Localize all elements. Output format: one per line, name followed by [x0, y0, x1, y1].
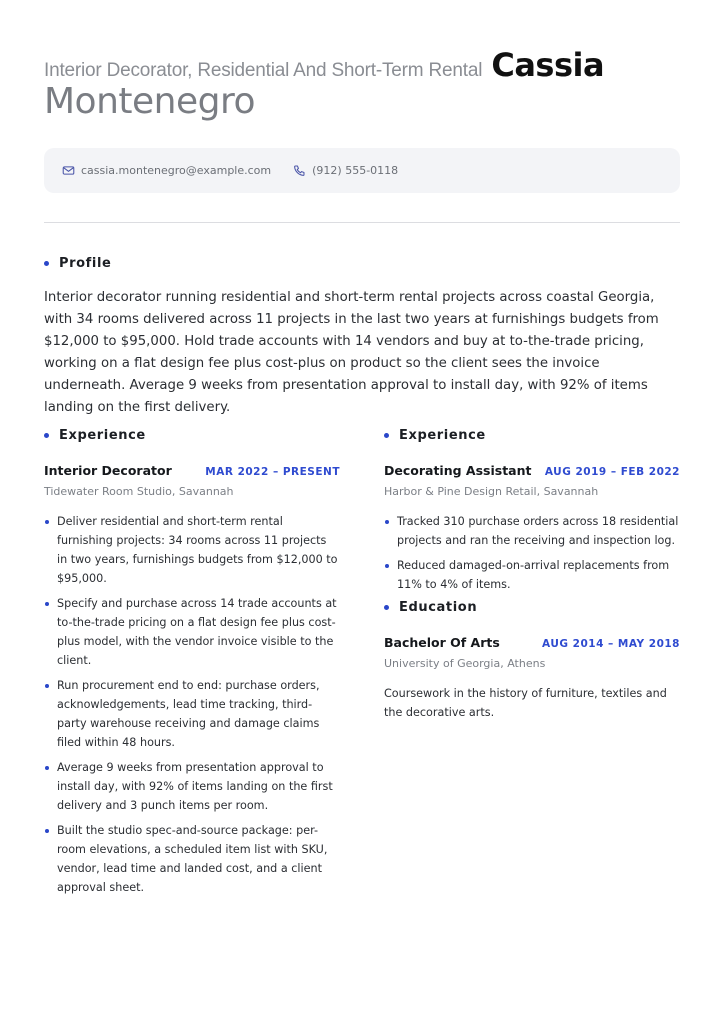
list-item: Built the studio spec-and-source package: per-room elevations, a scheduled item list with SKU, vendor, lead time and landed cost, and a client approval sheet. — [44, 821, 340, 897]
list-item: Tracked 310 purchase orders across 18 residential projects and ran the receiving and inspection log. — [384, 512, 680, 550]
job-header — [44, 463, 340, 478]
education-title: Education — [399, 600, 478, 615]
mail-icon — [62, 164, 75, 177]
school — [384, 657, 680, 670]
job-dates: AUG 2019 – FEB 2022 — [544, 466, 680, 478]
profile-heading — [44, 256, 684, 271]
job-bullets — [44, 512, 340, 897]
resume-header — [44, 46, 684, 122]
contact-bar — [44, 148, 680, 193]
company-name: Tidewater Room Studio — [44, 485, 172, 498]
school-name: University of Georgia — [384, 657, 501, 670]
job-dates: MAR 2022 – PRESENT — [205, 466, 340, 478]
bullet-dot-icon — [44, 433, 49, 438]
education-dates: AUG 2014 – MAY 2018 — [542, 638, 680, 650]
profile-section — [44, 256, 684, 419]
education-header — [384, 635, 680, 650]
education-heading — [384, 600, 680, 615]
job-header — [384, 463, 680, 478]
bullet-dot-icon — [384, 605, 389, 610]
bullet-dot-icon — [44, 261, 49, 266]
company-location: , Savannah — [536, 485, 599, 498]
job-organization — [44, 485, 340, 498]
header-divider — [44, 222, 680, 223]
last-name: Montenegro — [44, 81, 256, 122]
company-name: Harbor & Pine Design Retail — [384, 485, 537, 498]
job-organization — [384, 485, 680, 498]
phone-icon — [293, 164, 306, 177]
job-role-heading: Interior Decorator, Residential And Short-Term Rental — [44, 60, 483, 81]
list-item: Specify and purchase across 14 trade accounts at to-the-trade pricing on a flat design fee plus cost-plus model, with the vendor invoice visible to the client. — [44, 594, 340, 670]
phone-text: (912) 555-0118 — [312, 164, 399, 177]
education-description: Coursework in the history of furniture, textiles and the decorative arts. — [384, 687, 667, 719]
experience-right-column — [384, 428, 680, 722]
experience-heading — [44, 428, 340, 443]
contact-email[interactable] — [62, 164, 271, 177]
experience-heading — [384, 428, 680, 443]
job-bullets — [384, 512, 680, 594]
list-item: Average 9 weeks from presentation approval to install day, with 92% of items landing on the first delivery and 3 punch items per room. — [44, 758, 340, 815]
email-text: cassia.montenegro@example.com — [81, 164, 272, 177]
experience-title: Experience — [399, 428, 486, 443]
list-item: Reduced damaged-on-arrival replacements from 11% to 4% of items. — [384, 556, 680, 594]
experience-title: Experience — [59, 428, 146, 443]
contact-phone[interactable] — [293, 164, 398, 177]
list-item: Run procurement end to end: purchase orders, acknowledgements, lead time tracking, third-party warehouse receiving and damage claims filed within 48 hours. — [44, 676, 340, 752]
bullet-dot-icon — [384, 433, 389, 438]
school-location: , Athens — [500, 657, 546, 670]
list-item: Deliver residential and short-term rental furnishing projects: 34 rooms across 11 projects in two years, furnishings budgets from $12,000 to $95,000. — [44, 512, 340, 588]
experience-left-column — [44, 428, 340, 903]
degree-title: Bachelor Of Arts — [384, 635, 500, 650]
company-location: , Savannah — [171, 485, 234, 498]
first-name: Cassia — [491, 46, 605, 84]
job-title: Decorating Assistant — [384, 463, 532, 478]
profile-title: Profile — [59, 256, 112, 271]
profile-summary: Interior decorator running residential and short-term rental projects across coastal Georgia, with 34 rooms delivered across 11 projects in the last two years at furnishings budgets from $12,000 to $95,000. Hold trade accounts with 14 vendors and buy at to-the-trade pricing, working on a flat design fee plus cost-plus on product so the client sees the invoice underneath. Average 9 weeks from presentation approval to install day, with 92% of items landing on the first delivery. — [44, 290, 659, 415]
job-title: Interior Decorator — [44, 463, 172, 478]
